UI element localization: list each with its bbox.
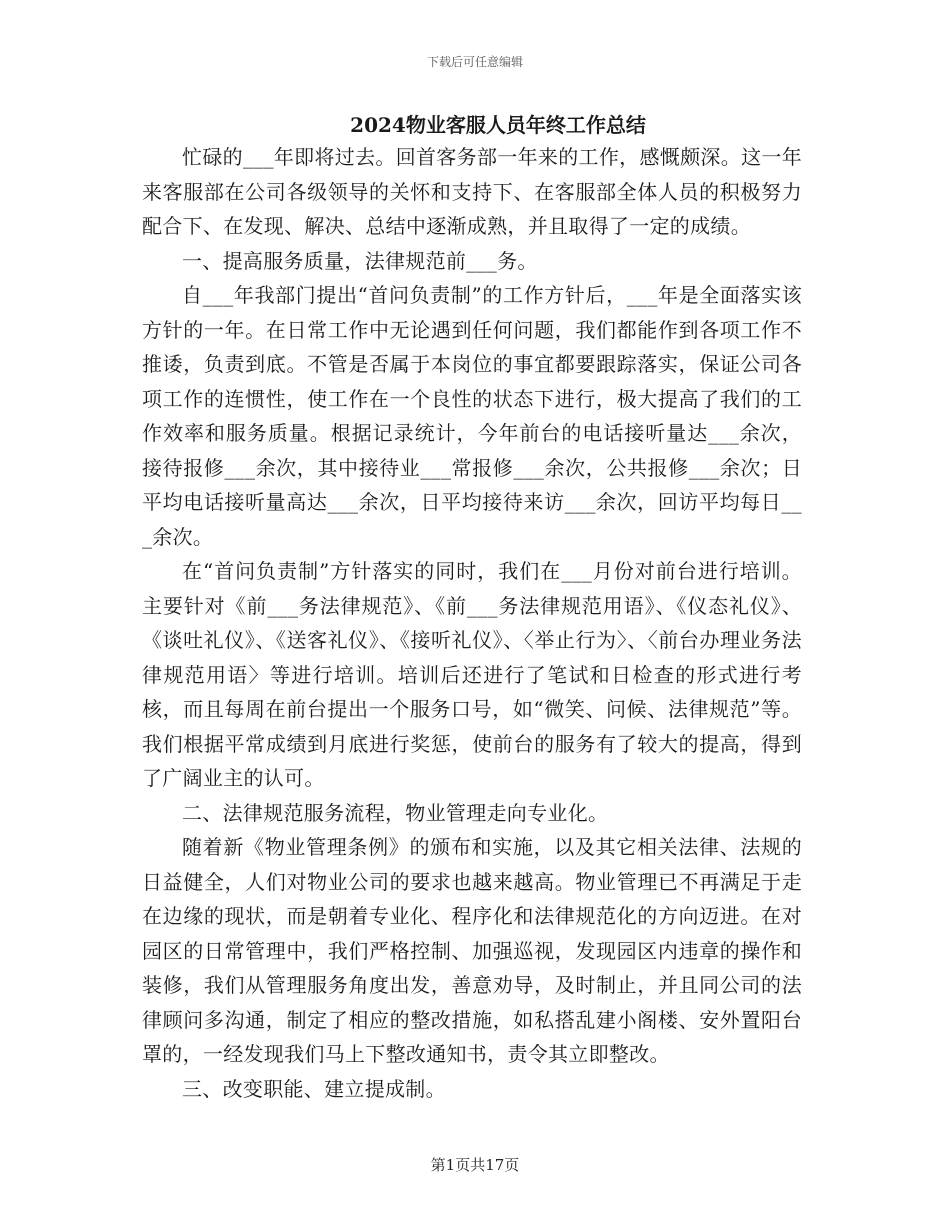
paragraph-regulations: 随着新《物业管理条例》的颁布和实施，以及其它相关法律、法规的日益健全，人们对物业公司的要求也越来越高。物业管理已不再满足于走在边缘的现状，而是朝着专业化、程序化和法律规范化的方向迈进。在对园区的日常管理中，我们严格控制、加强巡视，发现园区内违章的操作和装修，我们从管理服务角度出发，善意劝导，及时制止，并且同公司的法律顾问多沟通，制定了相应的整改措施，如私搭乱建小阁楼、安外置阳台罩的，一经发现我们马上下整改通知书，责令其立即整改。 (142, 835, 802, 1066)
paragraph-intro: 忙碌的___年即将过去。回首客务部一年来的工作，感慨颇深。这一年来客服部在公司各级领导的关怀和支持下、在客服部全体人员的积极努力配合下、在发现、解决、总结中逐渐成熟，并且取得了一定的成绩。 (142, 145, 802, 238)
section-heading-3: 三、改变职能、建立提成制。 (182, 1076, 446, 1101)
document-title: 2024物业客服人员年终工作总结 (350, 113, 646, 137)
page-number: 第1页共17页 (430, 1156, 520, 1174)
header-note: 下载后可任意编辑 (426, 55, 523, 69)
section-heading-1: 一、提高服务质量，法律规范前___务。 (182, 248, 538, 273)
document-body (142, 140, 802, 1106)
paragraph-first-question: 自___年我部门提出“首问负责制”的工作方针后，___年是全面落实该方针的一年。在日常工作中无论遇到任何问题，我们都能作到各项工作不推诿，负责到底。不管是否属于本岗位的事宜都要跟踪落实，保证公司各项工作的连惯性，使工作在一个良性的状态下进行，极大提高了我们的工作效率和服务质量。根据记录统计，今年前台的电话接听量达___余次，接待报修___余次，其中接待业___常报修___余次，公共报修___余次；日平均电话接听量高达___余次，日平均接待来访___余次，回访平均每日___余次。 (142, 283, 802, 549)
paragraph-training: 在“首问负责制”方针落实的同时，我们在___月份对前台进行培训。主要针对《前___务法律规范》、《前___务法律规范用语》、《仪态礼仪》、《谈吐礼仪》、《送客礼仪》、《接听礼仪》、〈举止行为〉、〈前台办理业务法律规范用语〉等进行培训。培训后还进行了笔试和日检查的形式进行考核，而且每周在前台提出一个服务口号，如“微笑、问候、法律规范”等。我们根据平常成绩到月底进行奖惩，使前台的服务有了较大的提高，得到了广阔业主的认可。 (142, 559, 802, 790)
section-heading-2: 二、法律规范服务流程，物业管理走向专业化。 (182, 800, 609, 825)
